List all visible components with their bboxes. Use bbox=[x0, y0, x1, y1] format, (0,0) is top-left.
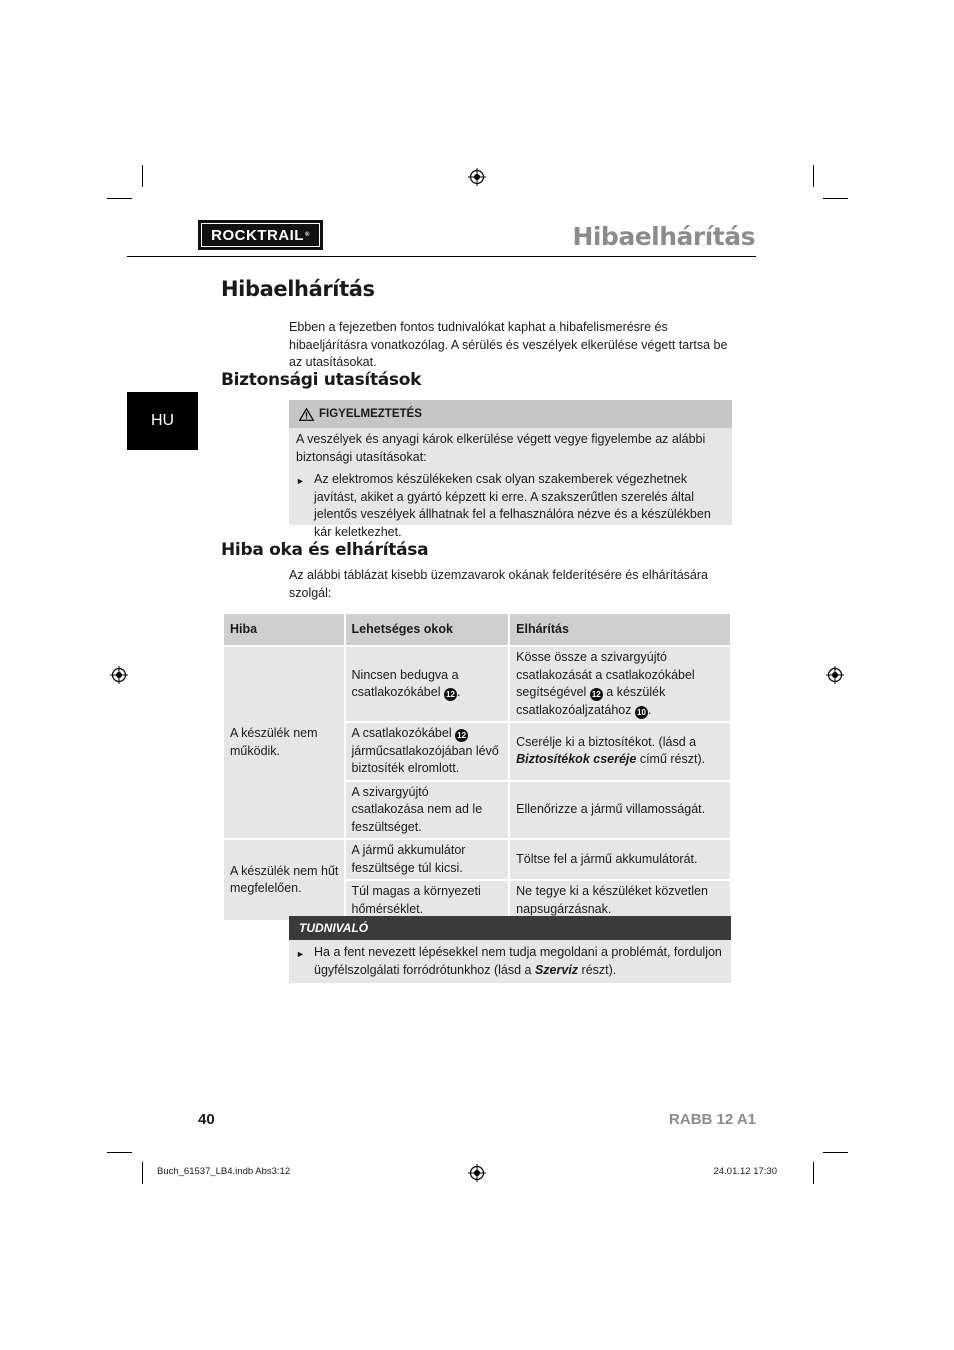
brand-logo bbox=[198, 220, 323, 250]
cross-reference: Biztosítékok cseréje bbox=[516, 752, 637, 767]
registration-mark-icon bbox=[110, 666, 128, 684]
tip-text: Ha a fent nevezett lépésekkel nem tudja megoldani a problémát, forduljon ügyfélszolgálati forródrótunkhoz (lásd a Szerviz részt). bbox=[314, 945, 722, 977]
arrow-right-icon: ► bbox=[296, 949, 305, 959]
cause-cell: A szivargyújtó csatlakozása nem ad le feszültséget. bbox=[345, 781, 510, 840]
warning-triangle-icon bbox=[299, 408, 314, 421]
cause-cell: Nincsen bedugva a csatlakozókábel 12 . bbox=[345, 646, 510, 722]
registration-mark-icon bbox=[468, 168, 486, 186]
causes-heading: Hiba oka és elhárítása bbox=[221, 540, 429, 560]
print-slug-right: 24.01.12 17:30 bbox=[713, 1166, 777, 1177]
model-name: RABB 12 A1 bbox=[669, 1111, 756, 1128]
cause-cell: A jármű akkumulátor feszültsége túl kicsi. bbox=[345, 839, 510, 880]
part-number-badge: 12 bbox=[444, 688, 457, 701]
intro-paragraph: Ebben a fejezetben fontos tudnivalókat kaphat a hibafelismerésre és hibaeljárításra vonatkozólag. A sérülés és veszélyek elkerülése végett tartsa be az utasításokat. bbox=[289, 320, 728, 369]
column-header: Lehetséges okok bbox=[345, 613, 510, 646]
header-divider bbox=[127, 256, 756, 257]
language-tab: HU bbox=[127, 392, 198, 450]
fix-cell: Ne tegye ki a készüléket közvetlen napsugárzásnak. bbox=[509, 880, 731, 921]
registration-mark-icon bbox=[826, 666, 844, 684]
fix-cell: Töltse fel a jármű akkumulátorát. bbox=[509, 839, 731, 880]
list-item bbox=[296, 944, 725, 979]
cause-cell: A csatlakozókábel 12 járműcsatlakozójában lévő biztosíték elromlott. bbox=[345, 722, 510, 781]
tip-label: TUDNIVALÓ bbox=[289, 916, 731, 940]
registration-mark-icon bbox=[468, 1164, 486, 1182]
list-item bbox=[296, 471, 726, 541]
fix-cell: Kösse össze a szivargyújtó csatlakozását a csatlakozókábel segítségével 12 a készülék csatlakozóaljzatához 10 . bbox=[509, 646, 731, 722]
table-row bbox=[223, 646, 731, 722]
fix-cell: Ellenőrizze a jármű villamosságát. bbox=[509, 781, 731, 840]
cross-reference: Szerviz bbox=[534, 962, 579, 977]
header-section-title: Hibaelhárítás bbox=[572, 222, 755, 251]
part-number-badge: 12 bbox=[590, 688, 603, 701]
part-number-badge: 10 bbox=[635, 706, 648, 719]
logo-registered: ® bbox=[304, 232, 310, 238]
fault-cell: A készülék nem hűt megfelelően. bbox=[223, 839, 345, 921]
troubleshooting-table bbox=[222, 612, 732, 922]
part-number-badge: 12 bbox=[455, 729, 468, 742]
warning-bullet-text: Az elektromos készülékeken csak olyan szakemberek végezhetnek javítást, akiket a gyártó képzett ki erre. A szakszerűtlen szerelés által jelentős veszélyek állhatnak fel a felhasználóra nézve és a készülékben kár keletkezhet. bbox=[314, 472, 711, 539]
fix-cell: Cserélje ki a biztosítékot. (lásd a Biztosítékok cseréje című részt). bbox=[509, 722, 731, 781]
table-header-row bbox=[223, 613, 731, 646]
page-title: Hibaelhárítás bbox=[221, 277, 375, 301]
logo-text: ROCKTRAIL bbox=[211, 226, 304, 244]
page-number: 40 bbox=[198, 1111, 215, 1128]
column-header: Elhárítás bbox=[509, 613, 731, 646]
warning-header bbox=[289, 400, 732, 428]
print-slug-left: Buch_61537_LB4.indb Abs3:12 bbox=[157, 1166, 291, 1177]
warning-intro: A veszélyek és anyagi károk elkerülése végett vegye figyelembe az alábbi biztonsági utasításokat: bbox=[296, 432, 706, 464]
arrow-right-icon: ► bbox=[296, 476, 305, 486]
fault-cell: A készülék nem működik. bbox=[223, 646, 345, 839]
safety-heading: Biztonsági utasítások bbox=[221, 370, 422, 390]
warning-box bbox=[289, 400, 732, 539]
tip-box bbox=[289, 916, 731, 983]
cause-cell: Túl magas a környezeti hőmérséklet. bbox=[345, 880, 510, 921]
table-row bbox=[223, 839, 731, 880]
column-header: Hiba bbox=[223, 613, 345, 646]
warning-label: FIGYELMEZTETÉS bbox=[319, 408, 422, 420]
causes-intro: Az alábbi táblázat kisebb üzemzavarok okának felderítésére és elhárítására szolgál: bbox=[289, 568, 708, 600]
